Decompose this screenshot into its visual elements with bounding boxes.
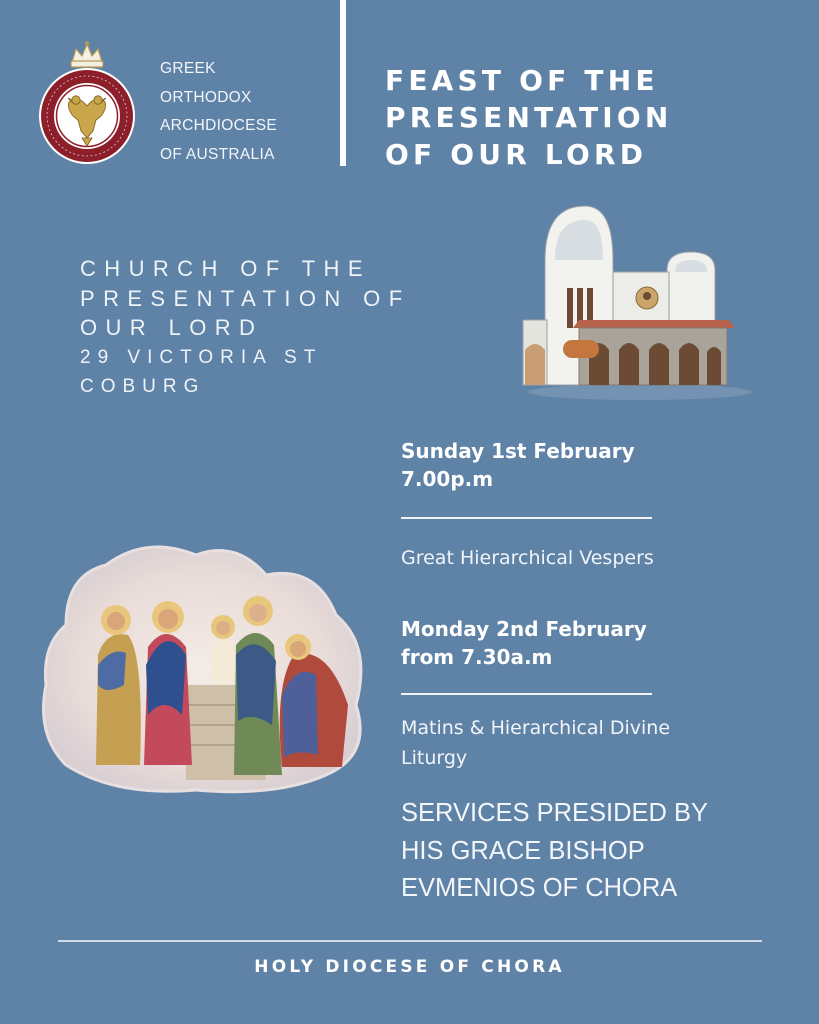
church-name-and-address xyxy=(80,254,520,402)
schedule-divider xyxy=(401,693,652,695)
sunday-service-name-line: Great Hierarchical Vespers xyxy=(401,547,654,569)
monday-service-name-line: Liturgy xyxy=(401,747,468,769)
church-building-illustration xyxy=(515,200,760,405)
church-address-line: 29 VICTORIA ST xyxy=(80,346,323,368)
footer-divider xyxy=(58,940,762,942)
presentation-of-christ-icon xyxy=(36,535,372,800)
organization-name-line: ARCHDIOCESE xyxy=(160,117,277,134)
monday-service-time xyxy=(401,615,761,671)
presided-line: HIS GRACE BISHOP xyxy=(401,836,645,865)
organization-name-line: OF AUSTRALIA xyxy=(160,145,275,163)
presiding-bishop-note xyxy=(401,795,801,908)
presided-line: EVMENIOS OF CHORA xyxy=(401,874,678,902)
sunday-service-name xyxy=(401,543,781,573)
monday-service-name-line: Matins & Hierarchical Divine xyxy=(401,717,671,739)
church-name-line: PRESENTATION OF xyxy=(80,285,411,311)
church-address-line: COBURG xyxy=(80,376,206,397)
church-name-line: CHURCH OF THE xyxy=(80,256,371,281)
organization-name-line: ORTHODOX xyxy=(160,88,252,106)
footer-diocese-name: HOLY DIOCESE OF CHORA xyxy=(254,957,565,977)
sunday-service-line: 7.00p.m xyxy=(401,467,494,491)
organization-name-line: GREEK xyxy=(160,60,216,77)
header-divider xyxy=(340,0,346,166)
feast-title-line: FEAST OF THE xyxy=(385,64,659,97)
feast-title-line: OF OUR LORD xyxy=(385,138,648,171)
organization-name xyxy=(160,55,330,169)
monday-service-name xyxy=(401,713,791,773)
feast-title-line: PRESENTATION xyxy=(385,101,673,134)
crown-icon xyxy=(71,41,103,67)
monday-service-line: from 7.30a.m xyxy=(401,645,553,669)
church-name-line: OUR LORD xyxy=(80,315,264,340)
monday-service-line: Monday 2nd February xyxy=(401,617,647,641)
schedule-divider xyxy=(401,517,652,519)
presided-line: SERVICES PRESIDED BY xyxy=(401,799,709,827)
archdiocese-seal-logo xyxy=(36,40,138,168)
feast-title xyxy=(385,62,805,173)
sunday-service-line: Sunday 1st February xyxy=(401,439,635,463)
sunday-service-time xyxy=(401,437,761,493)
